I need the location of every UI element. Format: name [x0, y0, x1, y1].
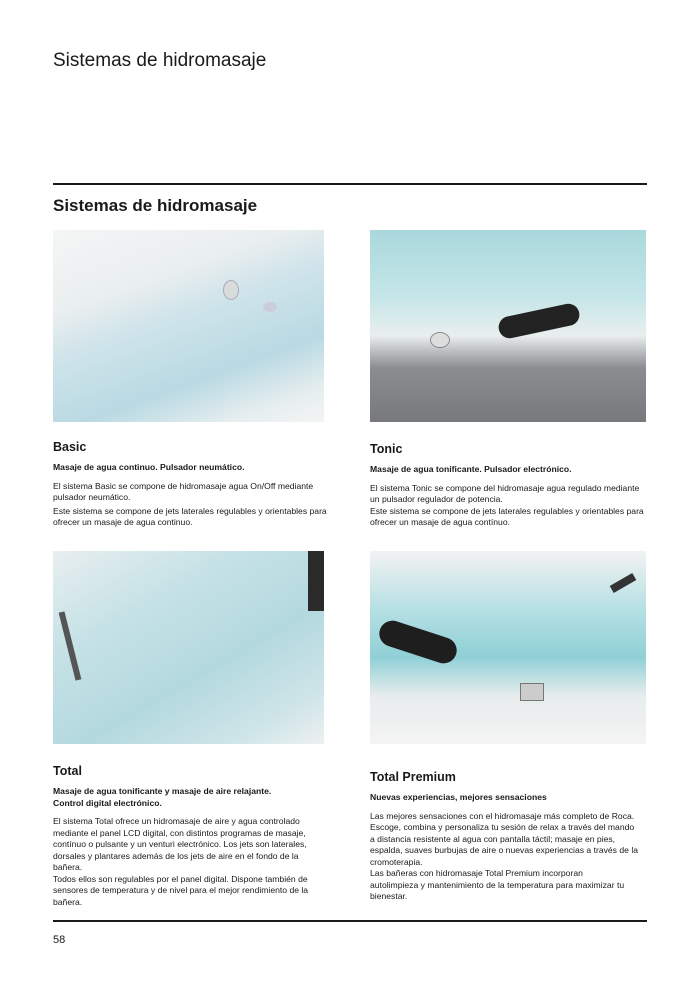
product-total-premium	[370, 770, 650, 905]
page-header-title: Sistemas de hidromasaje	[53, 50, 267, 71]
product-total	[53, 764, 333, 910]
product-name: Total Premium	[370, 770, 456, 784]
total-bathtub-image	[53, 551, 324, 744]
bottom-divider	[53, 920, 647, 922]
product-subtitle: Masaje de agua tonificante y masaje de aire relajante. Control digital electrónico.	[53, 786, 272, 808]
product-description: Este sistema se compone de jets laterales regulables y orientables para ofrecer un masaje de agua contínuo.	[370, 505, 644, 527]
product-basic	[53, 440, 333, 531]
product-subtitle: Masaje de agua continuo. Pulsador neumático.	[53, 462, 245, 472]
section-title: Sistemas de hidromasaje	[53, 196, 258, 215]
product-description: Las mejores sensaciones con el hidromasaje más completo de Roca. Escoge, combina y personaliza tu sesión de relax a través del mando a distancia resistente al agua con pantalla táctil; masaje en pies, espalda, suaves burbujas de aire o nuevas experiencias a través de la cromoterapia.	[370, 810, 639, 867]
top-divider	[53, 183, 647, 185]
product-name: Total	[53, 764, 82, 778]
product-description: El sistema Tonic se compone del hidromasaje agua regulado mediante un pulsador regulador de potencia.	[370, 482, 640, 504]
total-premium-bathtub-image	[370, 551, 646, 744]
product-name: Basic	[53, 440, 87, 454]
product-tonic	[370, 442, 650, 531]
product-description: Las bañeras con hidromasaje Total Premium incorporan autolimpieza y mantenimiento de la temperatura para maximizar tu bienestar.	[370, 868, 625, 901]
product-description: El sistema Basic se compone de hidromasaje agua On/Off mediante pulsador neumático.	[53, 480, 314, 502]
basic-bathtub-image	[53, 230, 324, 422]
page-number: 58	[53, 934, 66, 946]
product-subtitle: Nuevas experiencias, mejores sensaciones	[370, 792, 547, 802]
product-description: El sistema Total ofrece un hidromasaje de aire y agua controlado mediante el panel LCD digital, con distintos programas de masaje, contínuo o pulsante y un venturi electrónico. Los jets son laterales, dorsales y plantares además de los jets de aire en el fondo de la bañera.	[53, 816, 307, 872]
tonic-bathtub-image	[370, 230, 646, 422]
product-name: Tonic	[370, 442, 403, 456]
product-description: Todos ellos son regulables por el panel digital. Dispone también de sensores de temperatura y de nivel para el mejor rendimiento de la bañera.	[53, 873, 309, 907]
product-description: Este sistema se compone de jets laterales regulables y orientables para ofrecer un masaje de agua continuo.	[53, 505, 327, 527]
product-subtitle: Masaje de agua tonificante. Pulsador electrónico.	[370, 464, 572, 474]
